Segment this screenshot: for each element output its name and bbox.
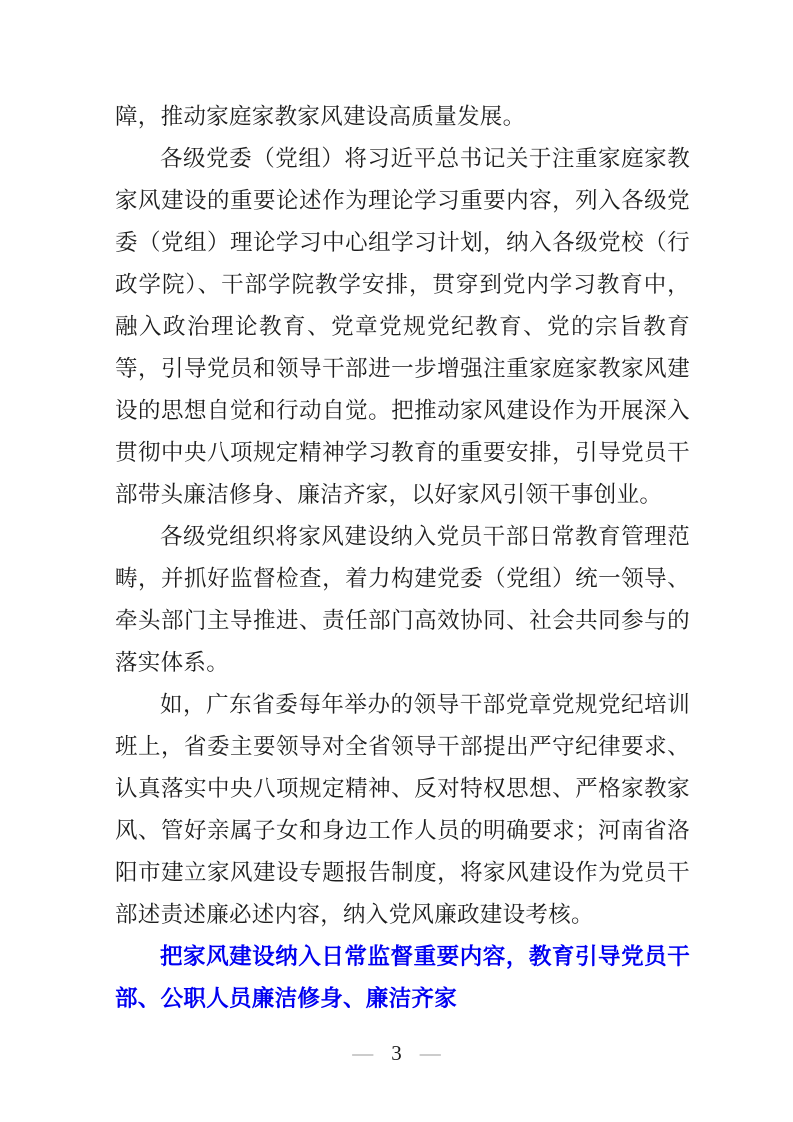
footer-dash-right: — <box>419 1041 441 1065</box>
document-body <box>115 96 690 1020</box>
paragraph-continuation: 障，推动家庭家教家风建设高质量发展。 <box>115 104 526 129</box>
page-number: 3 <box>391 1041 402 1065</box>
paragraph-examples: 如，广东省委每年举办的领导干部党章党规党纪培训班上，省委主要领导对全省领导干部提出严守纪律要求、认真落实中央八项规定精神、反对特权思想、严格家教家风、管好亲属子女和身边工作人员的明确要求；河南省洛阳市建立家风建设专题报告制度，将家风建设作为党员干部述责述廉必述内容，纳入党风廉政建设考核。 <box>115 692 690 927</box>
footer-dash-left: — <box>352 1041 374 1065</box>
section-heading-blue: 把家风建设纳入日常监督重要内容，教育引导党员干部、公职人员廉洁修身、廉洁齐家 <box>115 944 690 1011</box>
page-footer <box>0 1038 793 1068</box>
paragraph-theory-study: 各级党委（党组）将习近平总书记关于注重家庭家教家风建设的重要论述作为理论学习重要内容，列入各级党委（党组）理论学习中心组学习计划，纳入各级党校（行政学院）、干部学院教学安排，贯穿到党内学习教育中，融入政治理论教育、党章党规党纪教育、党的宗旨教育等，引导党员和领导干部进一步增强注重家庭家教家风建设的思想自觉和行动自觉。把推动家风建设作为开展深入贯彻中央八项规定精神学习教育的重要安排，引导党员干部带头廉洁修身、廉洁齐家，以好家风引领干事创业。 <box>115 146 690 507</box>
paragraph-party-organizations: 各级党组织将家风建设纳入党员干部日常教育管理范畴，并抓好监督检查，着力构建党委（党组）统一领导、牵头部门主导推进、责任部门高效协同、社会共同参与的落实体系。 <box>115 524 690 675</box>
